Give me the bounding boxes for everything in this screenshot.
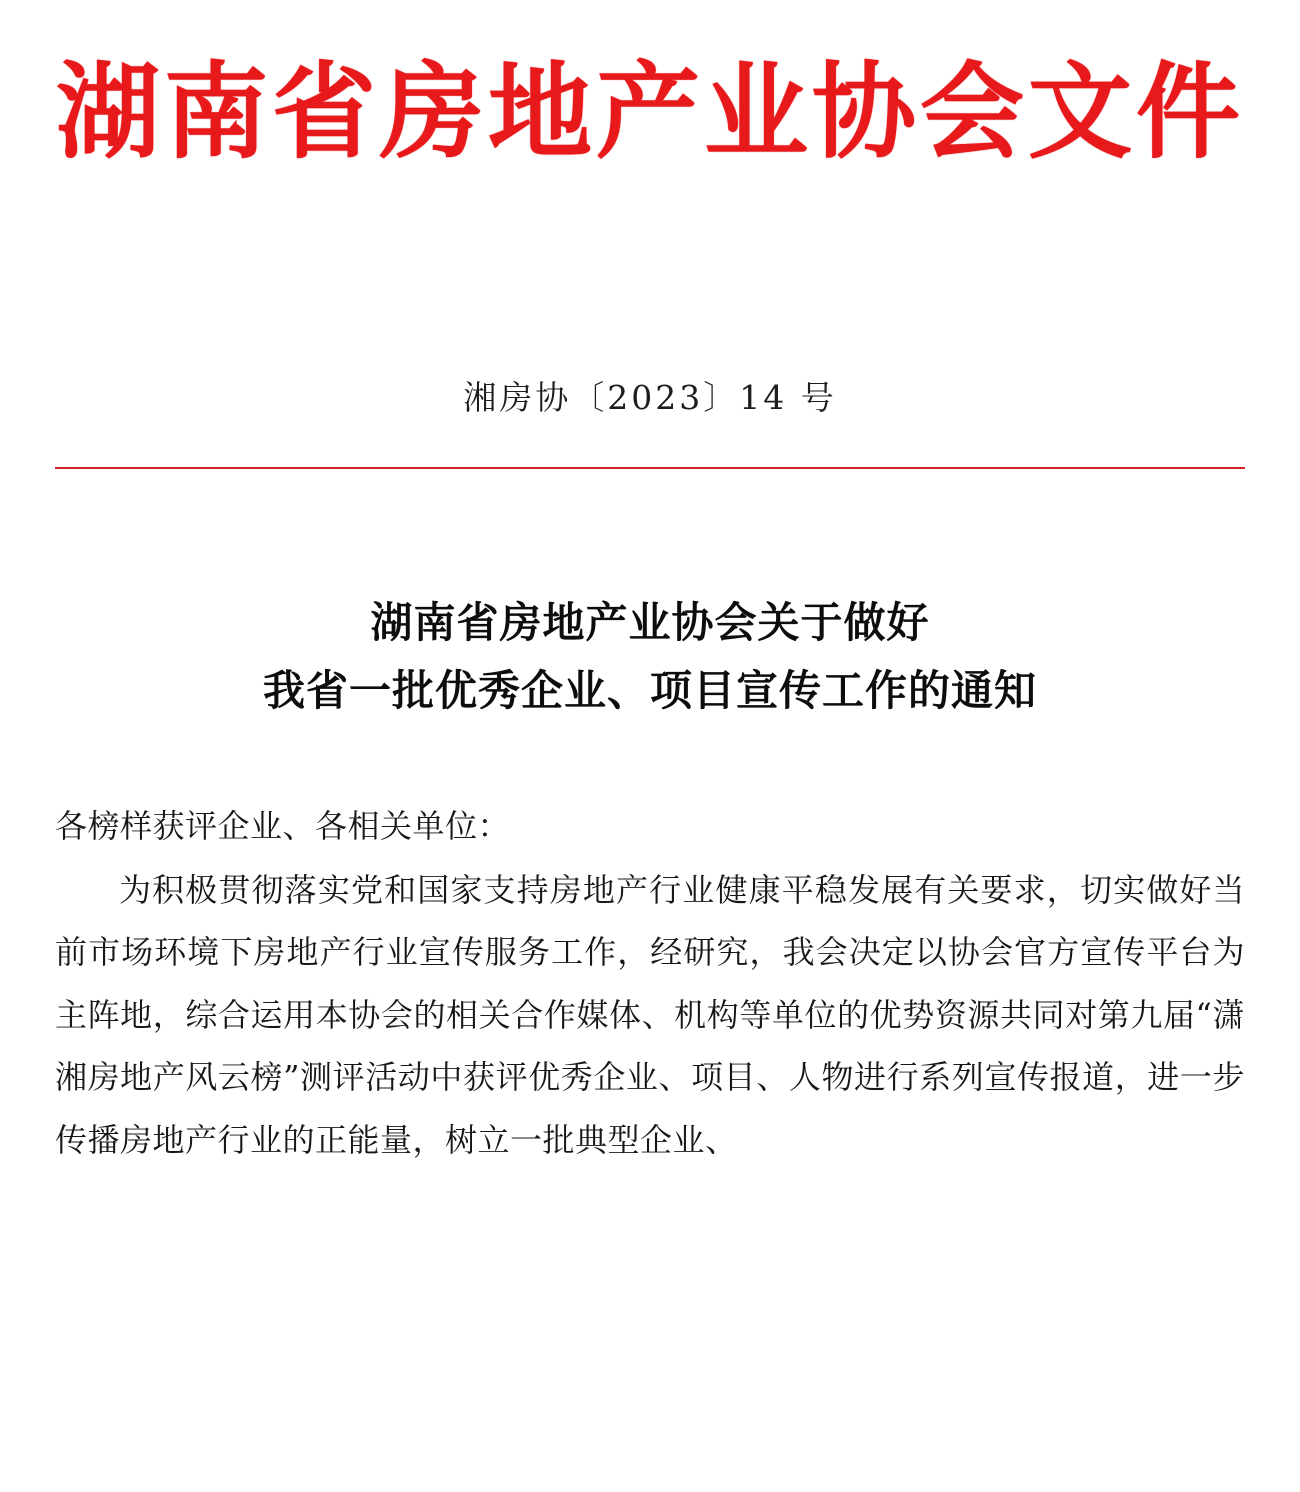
page-title-line-2: 我省一批优秀企业、项目宣传工作的通知 bbox=[262, 665, 1037, 715]
organization-title: 湖南省房地产业协会文件 bbox=[55, 50, 1244, 173]
red-divider-rule bbox=[55, 467, 1245, 469]
salutation: 各榜样获评企业、各相关单位： bbox=[55, 806, 511, 845]
page-title-line-1: 湖南省房地产业协会关于做好 bbox=[370, 597, 930, 647]
page-title bbox=[55, 589, 1245, 725]
document-number-row bbox=[55, 372, 1245, 419]
document-number: 湘房协〔2023〕14 号 bbox=[463, 377, 837, 417]
document-body bbox=[55, 795, 1245, 1171]
body-paragraph-1: 为积极贯彻落实党和国家支持房地产行业健康平稳发展有关要求，切实做好当前市场环境下房地产行业宣传服务工作，经研究，我会决定以协会官方宣传平台为主阵地，综合运用本协会的相关合作媒体、机构等单位的优势资源共同对第九届“潇湘房地产风云榜”测评活动中获评优秀企业、项目、人物进行系列宣传报道，进一步传播房地产行业的正能量，树立一批典型企业、 bbox=[55, 871, 1245, 1159]
masthead bbox=[55, 0, 1245, 172]
